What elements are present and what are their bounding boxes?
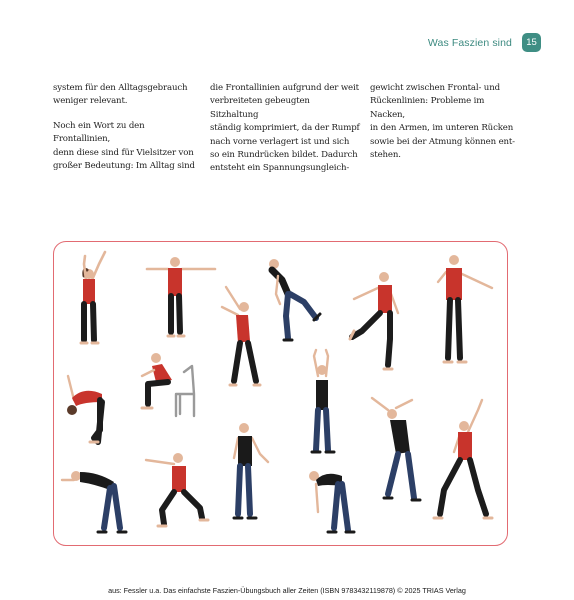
exercise-figure	[81, 252, 105, 343]
section-title: Was Faszien sind	[427, 36, 512, 49]
exercise-figure	[434, 400, 492, 518]
page-number-badge: 15	[522, 33, 541, 52]
exercise-figure	[142, 353, 194, 416]
exercise-figure	[234, 423, 268, 518]
exercise-figure	[350, 272, 398, 369]
paragraph: die Frontallinien aufgrund der weit verbreiteten gebeugten Sitzhaltung ständig komprimiert, da der Rumpf nach vorne verlagert ist und sich so ein Rundrücken bildet. Dadurch entsteht ein Spannungsungleich-	[210, 83, 360, 174]
copyright-footer: aus: Fessler u.a. Das einfachste Faszien-Übungsbuch aller Zeiten (ISBN 9783432119878) © 2025 TRIAS Verlag	[108, 586, 466, 595]
text-column-2	[210, 82, 360, 187]
text-column-1	[53, 82, 203, 184]
running-header	[428, 33, 541, 52]
exercise-figure	[309, 471, 354, 532]
exercise-figure	[67, 376, 102, 442]
exercise-illustration-frame	[53, 241, 508, 546]
paragraph: Noch ein Wort zu den Frontallinien, denn diese sind für Vielsitzer von großer Bedeutung: Im Alltag sind	[53, 120, 195, 172]
exercise-figure	[222, 287, 260, 385]
exercise-figure	[372, 398, 420, 500]
exercise-figure	[146, 453, 208, 526]
exercise-figures	[54, 242, 509, 547]
exercise-figure	[62, 471, 126, 532]
text-column-3	[370, 82, 520, 173]
paragraph: gewicht zwischen Frontal- und Rückenlinien: Probleme im Nacken, in den Armen, im unteren Rücken sowie bei der Atmung können ent- stehen.	[370, 83, 515, 161]
paragraph: system für den Alltagsgebrauch weniger relevant.	[53, 83, 188, 107]
exercise-figure	[269, 259, 320, 340]
exercise-figure	[147, 257, 215, 336]
exercise-figure	[438, 255, 492, 362]
exercise-figure	[312, 350, 334, 452]
